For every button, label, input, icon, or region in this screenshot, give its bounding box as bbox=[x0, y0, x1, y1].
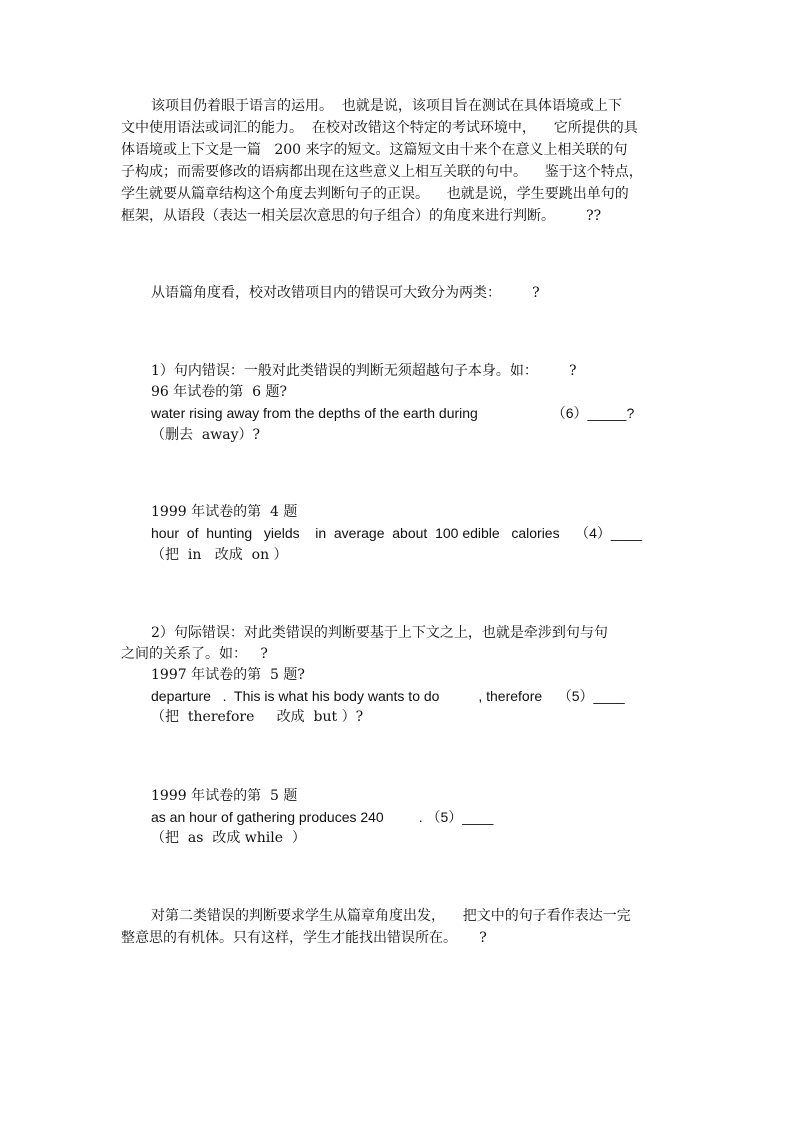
paragraph-1-line-2: 文中使用语法或词汇的能力。 在校对改错这个特定的考试环境中， 它所提供的具 bbox=[121, 120, 638, 136]
paragraph-1-line-6: 框架，从语段（表达一相关层次意思的句子组合）的角度来进行判断。 ?? bbox=[121, 208, 602, 224]
type2-example2-source: 1999 年试卷的第 5 题 bbox=[151, 788, 298, 804]
type2-example1-sentence: departure . This is what his body wants to do , therefore （5）____ bbox=[151, 688, 625, 704]
type1-example2-fix: （把 in 改成 on ） bbox=[151, 547, 288, 563]
paragraph-1-line-3: 体语境或上下文是一篇 200 来字的短文。这篇短文由十来个在意义上相关联的句 bbox=[121, 142, 628, 158]
type1-heading: 1）句内错误：一般对此类错误的判断无须超越句子本身。如： ? bbox=[151, 363, 577, 379]
paragraph-1-line-4: 子构成；而需要修改的语病都出现在这些意义上相互关联的句中。 鉴于这个特点， bbox=[121, 164, 643, 180]
type1-example1-fix: （删去 away）? bbox=[151, 427, 260, 443]
conclusion-line-1: 对第二类错误的判断要求学生从篇章角度出发， 把文中的句子看作表达一完 bbox=[151, 908, 631, 924]
conclusion-line-2: 整意思的有机体。只有这样，学生才能找出错误所在。 ? bbox=[121, 930, 487, 946]
type2-example1-fix: （把 therefore 改成 but ）? bbox=[151, 709, 364, 725]
type2-example2-fix: （把 as 改成 while ） bbox=[151, 830, 306, 846]
type1-example1-sentence: water rising away from the depths of the earth during （6）_____? bbox=[151, 405, 635, 421]
paragraph-1-line-5: 学生就要从篇章结构这个角度去判断句子的正误。 也就是说，学生要跳出单句的 bbox=[121, 186, 629, 202]
type1-example1-source: 96 年试卷的第 6 题? bbox=[151, 384, 288, 400]
type1-example2-source: 1999 年试卷的第 4 题 bbox=[151, 504, 298, 520]
type2-heading-line-1: 2）句际错误：对此类错误的判断要基于上下文之上，也就是牵涉到句与句 bbox=[151, 625, 608, 641]
paragraph-1-line-1: 该项目仍着眼于语言的运用。 也就是说，该项目旨在测试在具体语境或上下 bbox=[151, 98, 622, 114]
type1-example2-sentence: hour of hunting yields in average about 100 edible calories （4）____ bbox=[151, 525, 643, 541]
type2-heading-line-2: 之间的关系了。如： ? bbox=[121, 646, 268, 662]
intro-text: 从语篇角度看，校对改错项目内的错误可大致分为两类： ? bbox=[151, 285, 540, 301]
type2-example2-sentence: as an hour of gathering produces 240 . （5）____ bbox=[151, 809, 494, 825]
type2-example1-source: 1997 年试卷的第 5 题? bbox=[151, 667, 305, 683]
